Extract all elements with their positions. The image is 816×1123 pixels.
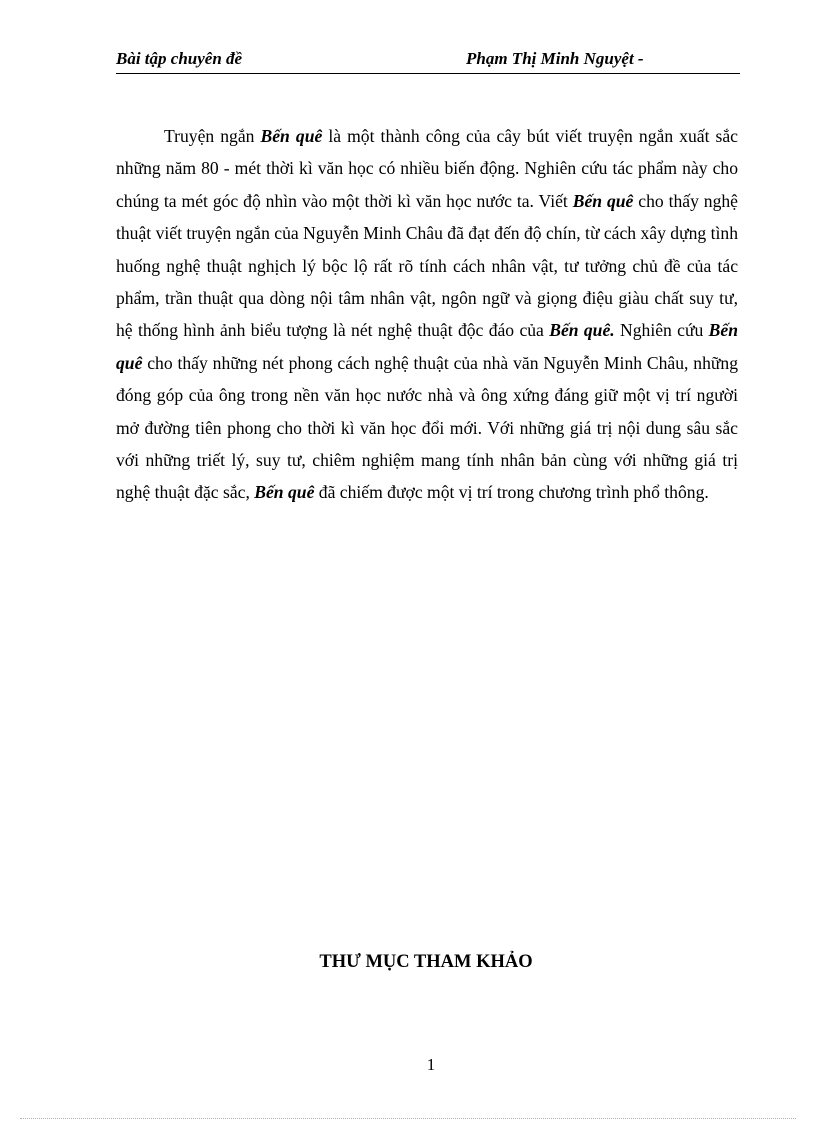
page-number: 1 (426, 1055, 436, 1074)
work-title-emphasis: Bến quê (254, 482, 315, 503)
work-title-emphasis: Bến quê. (549, 320, 615, 341)
section-heading-references: THƯ MỤC THAM KHẢO (319, 952, 533, 972)
work-title-emphasis: Bến quê (260, 126, 323, 146)
conclusion-paragraph (116, 120, 738, 509)
work-title-emphasis: Bến quê (116, 320, 738, 373)
header-course-title: Bài tập chuyên đề (116, 49, 243, 68)
text-run: Nghiên cứu (614, 320, 709, 341)
page-header (116, 47, 740, 74)
header-author: Phạm Thị Minh Nguyệt - (466, 49, 644, 68)
page-bottom-divider (20, 1118, 796, 1119)
text-run: Truyện ngắn (164, 126, 261, 146)
work-title-emphasis: Bến quê (572, 190, 634, 211)
text-run: là một thành công của cây bút viết truyện ngắn xuất sắc những năm 80 - mét thời kì văn học có nhiều biến động. Nghiên cứu tác phẩm này cho chúng ta mét góc độ nhìn vào một thời kì văn học nước ta. Viết (116, 126, 738, 211)
text-run: cho thấy những nét phong cách nghệ thuật của nhà văn Nguyễn Minh Châu, những đóng góp của ông trong nền văn học nước nhà và ông xứng đáng giữ một vị trí người mở đường tiên phong cho thời kì văn học đổi mới. Với những giá trị nội dung sâu sắc với những triết lý, suy tư, chiêm nghiệm mang tính nhân bản cùng với những giá trị nghệ thuật đặc sắc, (116, 352, 738, 503)
text-run: đã chiếm được một vị trí trong chương trình phổ thông. (314, 482, 709, 503)
text-run: cho thấy nghệ thuật viết truyện ngắn của Nguyễn Minh Châu đã đạt đến độ chín, từ cách xây dựng tình huống nghệ thuật nghịch lý bộc lộ rất rõ tính cách nhân vật, tư tưởng chủ đề của tác phẩm, trần thuật qua dòng nội tâm nhân vật, ngôn ngữ và giọng điệu giàu chất suy tư, hệ thống hình ảnh biểu tượng là nét nghệ thuật độc đáo của (116, 190, 738, 341)
